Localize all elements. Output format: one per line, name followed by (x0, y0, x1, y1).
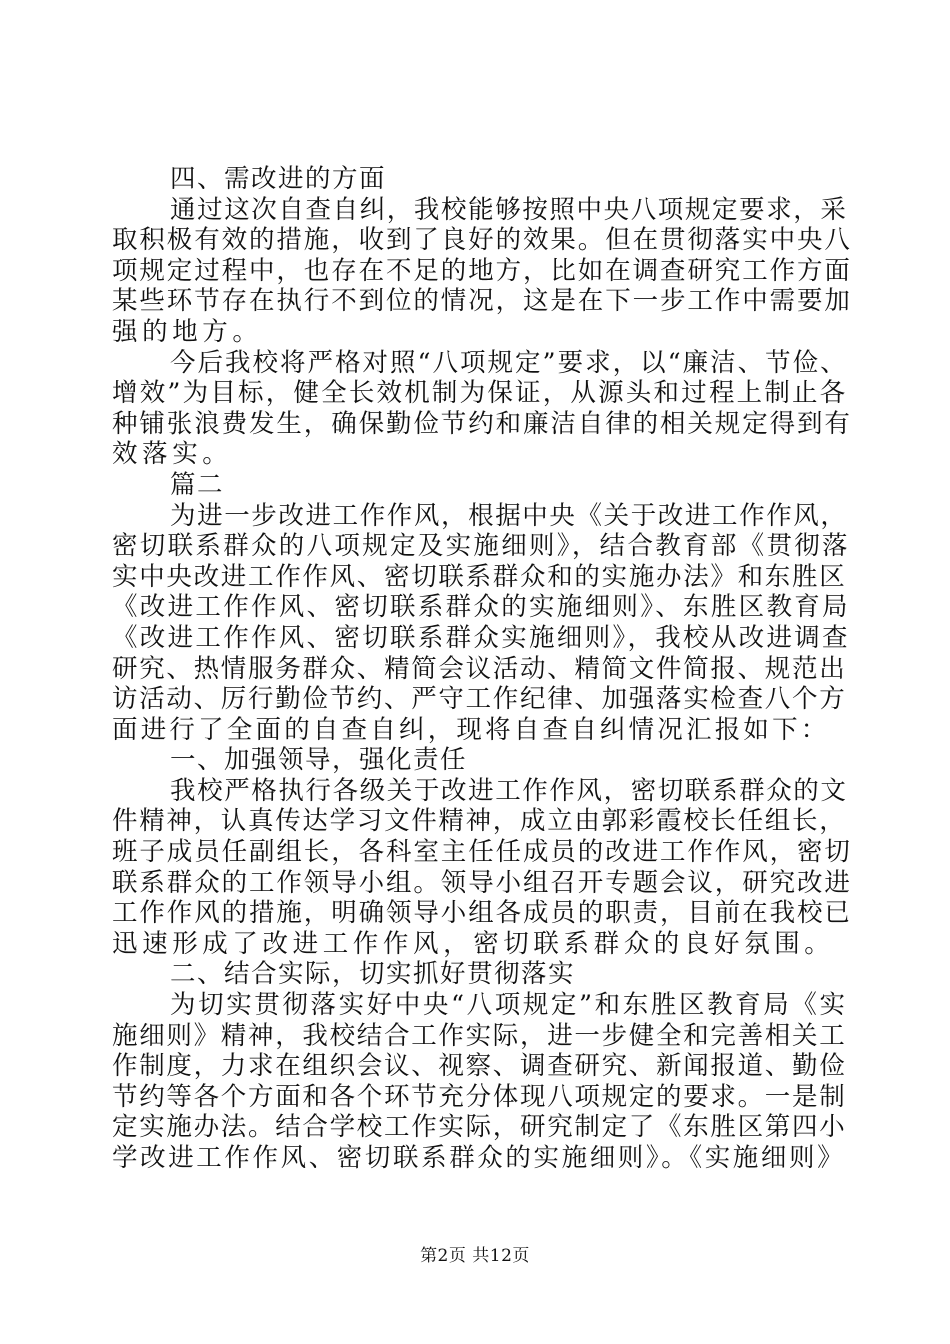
section-heading: 二、结合实际，切实抓好贯彻落实 (170, 959, 576, 990)
text-line: 班子成员任副组长，各科室主任任成员的改进工作作风，密切 (112, 837, 852, 868)
text-line: 取积极有效的措施，收到了良好的效果。但在贯彻落实中央八 (112, 225, 852, 256)
document-body (112, 164, 852, 1174)
text-line: 件精神，认真传达学习文件精神，成立由郭彩霞校长任组长， (112, 806, 847, 837)
text-line: 我校严格执行各级关于改进工作作风，密切联系群众的文 (170, 775, 848, 806)
text-line: 效落实。 (112, 439, 233, 470)
text-line: 增效”为目标，健全长效机制为保证，从源头和过程上制止各 (112, 378, 848, 409)
text-line: 种铺张浪费发生，确保勤俭节约和廉洁自律的相关规定得到有 (112, 408, 852, 439)
text-line: 实中央改进工作作风、密切联系群众和的实施办法》和东胜区 (112, 561, 847, 592)
text-line: 施细则》精神，我校结合工作实际，进一步健全和完善相关工 (112, 1020, 847, 1051)
text-line: 访活动、厉行勤俭节约、严守工作纪律、加强落实检查八个方 (112, 684, 847, 715)
section-heading: 一、加强领导，强化责任 (170, 745, 468, 776)
text-line: 项规定过程中，也存在不足的地方，比如在调查研究工作方面 (112, 255, 852, 286)
text-line: 强的地方。 (112, 316, 263, 347)
text-line: 迅速形成了改进工作作风，密切联系群众的良好氛围。 (112, 928, 835, 959)
text-line: 研究、热情服务群众、精简会议活动、精简文件简报、规范出 (112, 653, 847, 684)
text-line: 学改进工作作风、密切联系群众的实施细则》。《实施细则》 (112, 1143, 846, 1173)
text-line: 《改进工作作风、密切联系群众的实施细则》、东胜区教育局 (112, 592, 850, 623)
text-line: 面进行了全面的自查自纠，现将自查自纠情况汇报如下： (112, 714, 830, 745)
text-line: 通过这次自查自纠，我校能够按照中央八项规定要求，采 (170, 194, 848, 225)
text-line: 作制度，力求在组织会议、视察、调查研究、新闻报道、勤俭 (112, 1051, 847, 1082)
section-heading: 四、需改进的方面 (170, 164, 387, 194)
text-line: 今后我校将严格对照“八项规定”要求，以“廉洁、节俭、 (170, 347, 848, 378)
text-line: 为进一步改进工作作风，根据中央《关于改进工作作风， (170, 500, 848, 531)
text-line: 《改进工作作风、密切联系群众实施细则》，我校从改进调查 (112, 622, 850, 653)
text-line: 某些环节存在执行不到位的情况，这是在下一步工作中需要加 (112, 286, 852, 317)
text-line: 节约等各个方面和各个环节充分体现八项规定的要求。一是制 (112, 1081, 847, 1112)
text-line: 联系群众的工作领导小组。领导小组召开专题会议，研究改进 (112, 867, 852, 898)
section-heading: 篇二 (170, 469, 225, 500)
text-line: 工作作风的措施，明确领导小组各成员的职责，目前在我校已 (112, 898, 852, 929)
text-line: 为切实贯彻落实好中央“八项规定”和东胜区教育局《实 (170, 990, 848, 1021)
text-line: 密切联系群众的八项规定及实施细则》，结合教育部《贯彻落 (112, 531, 850, 562)
page-footer: 第2页 共12页 (420, 1246, 530, 1266)
text-line: 定实施办法。结合学校工作实际，研究制定了《东胜区第四小 (112, 1112, 847, 1143)
